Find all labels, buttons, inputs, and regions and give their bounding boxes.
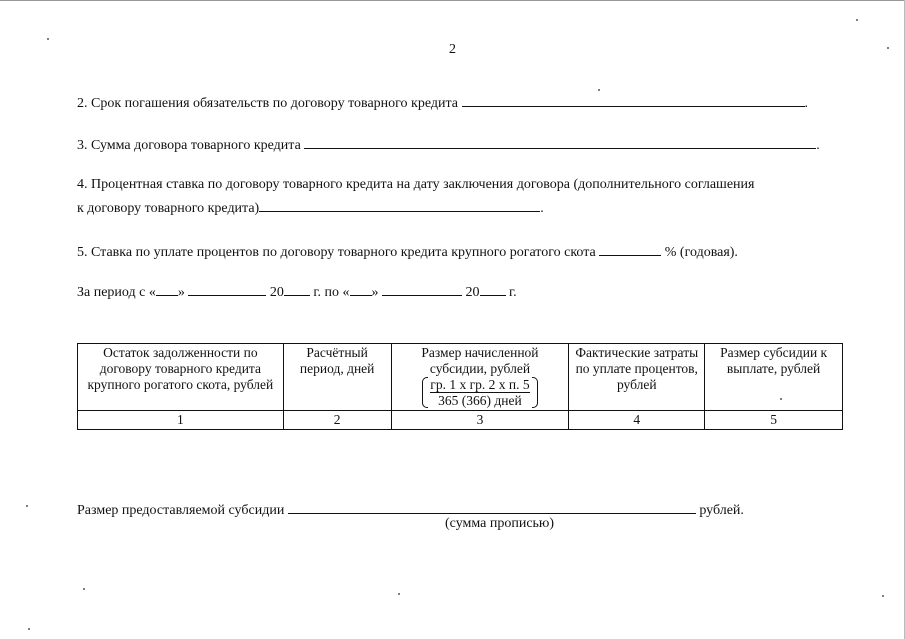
formula-denominator: 365 (366) дней — [438, 393, 522, 408]
scan-speck — [28, 628, 30, 630]
scan-speck — [856, 19, 858, 21]
table-number-cell: 1 — [78, 411, 284, 430]
period-from: За период с « — [77, 285, 156, 300]
period-month2-blank[interactable] — [382, 282, 462, 296]
period-quote1: » — [177, 285, 185, 300]
item-3-blank[interactable] — [304, 135, 816, 149]
subsidy-table — [77, 343, 843, 430]
scan-edge-top — [0, 0, 905, 1]
subsidy-suffix: рублей. — [699, 503, 744, 518]
scan-speck — [598, 89, 600, 91]
formula-bracket-right — [532, 377, 538, 408]
table-header-text: Размер начисленной субсидии, рублей — [421, 345, 539, 376]
period-quote2: » — [371, 285, 379, 300]
scan-speck — [83, 588, 85, 590]
item-4-end: . — [540, 201, 544, 216]
item-5-label: 5. Ставка по уплате процентов по договору товарного кредита крупного рогатого скота — [77, 245, 596, 260]
scan-speck — [882, 595, 884, 597]
item-3-label: 3. Сумма договора товарного кредита — [77, 138, 301, 153]
table-header-cell: Остаток задолженности по договору товарного кредита крупного рогатого скота, рублей — [78, 344, 284, 411]
table-number-cell: 2 — [283, 411, 391, 430]
page-number: 2 — [449, 42, 456, 57]
table-header-row — [78, 344, 843, 411]
subsidy-amount-blank[interactable] — [288, 500, 696, 514]
item-4-cont-line — [77, 198, 544, 218]
period-year2: 20 — [465, 285, 480, 300]
period-year2-blank[interactable] — [480, 282, 506, 296]
period-year1: 20 — [269, 285, 284, 300]
table-header-cell: Фактические затраты по уплате процентов, рублей — [569, 344, 705, 411]
formula-fraction — [422, 377, 537, 408]
scan-speck — [26, 505, 28, 507]
item-2-label: 2. Срок погашения обязательств по договору товарного кредита — [77, 96, 458, 111]
subsidy-caption: (сумма прописью) — [445, 516, 555, 531]
item-2-line — [77, 93, 808, 113]
item-4-cont: к договору товарного кредита) — [77, 201, 260, 216]
formula-bracket-left — [422, 377, 428, 408]
period-day2-blank[interactable] — [350, 282, 372, 296]
scan-speck — [47, 38, 49, 40]
item-2-blank[interactable] — [462, 93, 805, 107]
item-3-line — [77, 135, 820, 155]
subsidy-label: Размер предоставляемой субсидии — [77, 503, 285, 518]
table-number-row — [78, 411, 843, 430]
scan-speck — [780, 398, 782, 400]
period-year1-blank[interactable] — [284, 282, 310, 296]
period-g-po: г. по « — [313, 285, 350, 300]
item-2-end: . — [804, 96, 808, 111]
formula-numerator: гр. 1 х гр. 2 х п. 5 — [430, 377, 530, 392]
table-header-cell — [391, 344, 569, 411]
item-5-line — [77, 242, 738, 262]
scan-speck — [887, 47, 889, 49]
scan-speck — [398, 593, 400, 595]
item-4-text: 4. Процентная ставка по договору товарного кредита на дату заключения договора (дополнительного соглашения — [77, 177, 755, 192]
period-day1-blank[interactable] — [156, 282, 178, 296]
period-line — [77, 282, 517, 302]
item-3-end: . — [816, 138, 820, 153]
table-header-cell: Расчётный период, дней — [283, 344, 391, 411]
table-header-cell: Размер субсидии к выплате, рублей — [705, 344, 843, 411]
table-number-cell: 3 — [391, 411, 569, 430]
item-4-paragraph — [77, 174, 851, 195]
item-5-suffix: % (годовая). — [664, 245, 738, 260]
table-number-cell: 4 — [569, 411, 705, 430]
period-month1-blank[interactable] — [188, 282, 266, 296]
item-5-rate-blank[interactable] — [599, 242, 661, 256]
table-number-cell: 5 — [705, 411, 843, 430]
period-g-end: г. — [509, 285, 517, 300]
item-4-blank[interactable] — [259, 198, 540, 212]
subsidy-line — [77, 500, 744, 520]
